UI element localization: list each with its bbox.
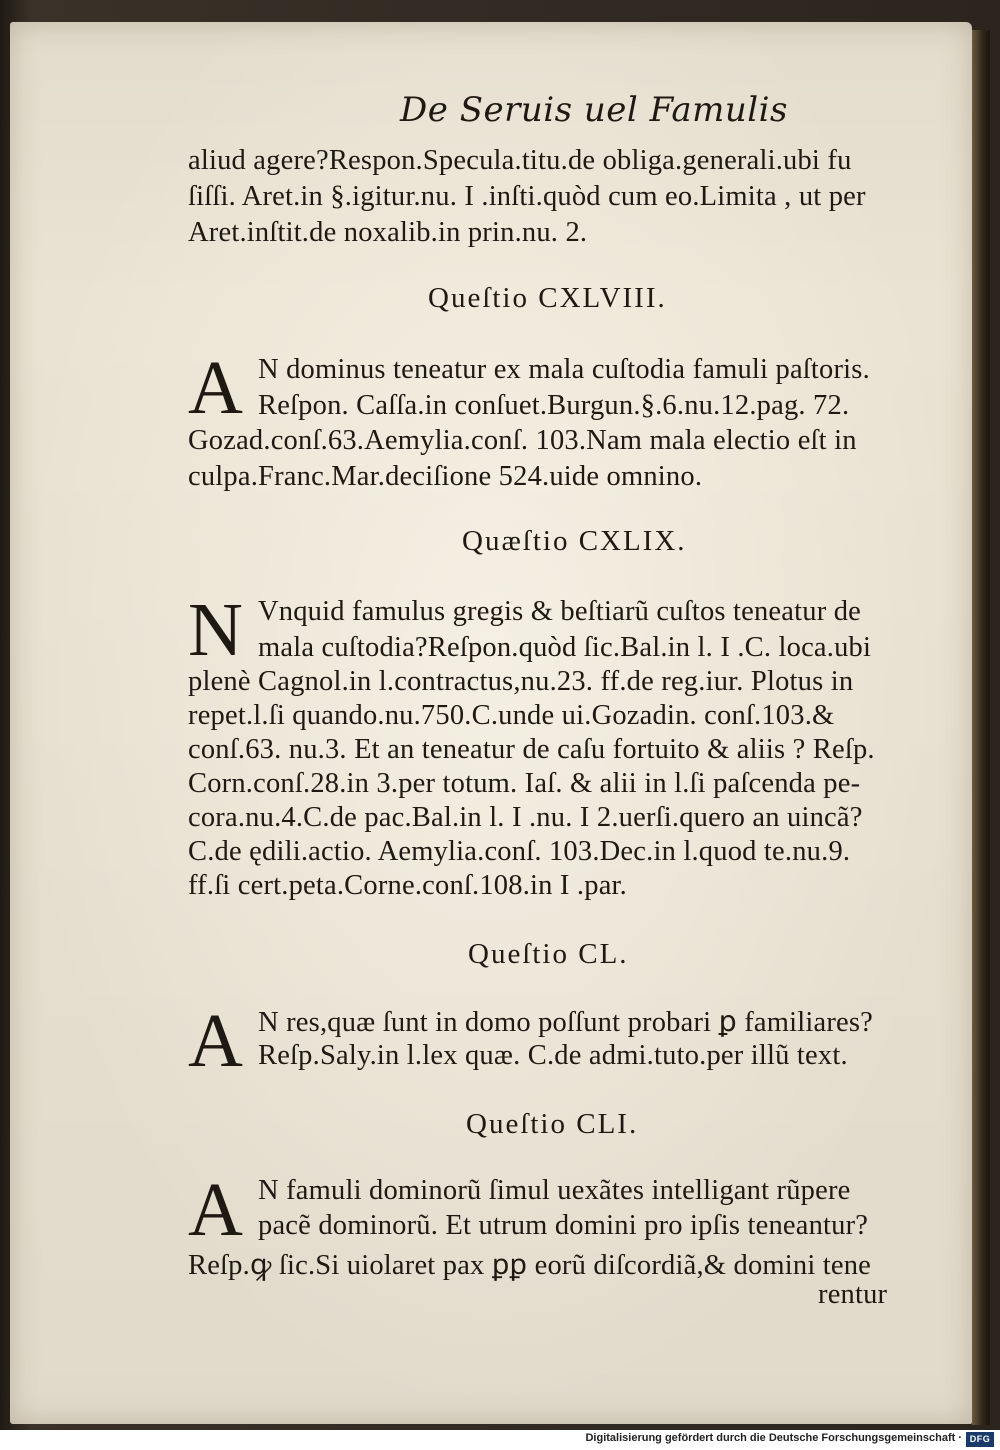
text-line: Vnquid famulus gregis & beſtiarũ cuſtos teneatur de xyxy=(258,596,862,627)
text-line: C.de ędili.actio. Aemylia.conſ. 103.Dec.in l.quod te.nu.9. xyxy=(188,836,851,867)
text-line: Reſpon. Caſſa.in conſuet.Burgun.§.6.nu.12.pag. 72. xyxy=(258,390,850,421)
book-edge xyxy=(972,30,990,1425)
text-line: Reſp.Saly.in l.lex quæ. C.de admi.tuto.per illũ text. xyxy=(258,1040,848,1071)
text-line: N dominus teneatur ex mala cuſtodia famuli paſtoris. xyxy=(258,354,870,385)
text-line: Reſp.ꝙ ſic.Si uiolaret pax ꝑꝑ eorũ diſcordiã,& domini tene xyxy=(188,1250,872,1281)
question-title: Queſtio CL. xyxy=(468,938,629,970)
text-line: plenè Cagnol.in l.contractus,nu.23. ff.de reg.iur. Plotus in xyxy=(188,666,854,697)
question-title: Queſtio CXLVIII. xyxy=(428,282,667,314)
running-head: De Seruis uel Famulis xyxy=(400,90,788,130)
text-line: N famuli dominorũ ſimul uexãtes intelligant rũpere xyxy=(258,1175,851,1206)
drop-cap: A xyxy=(188,1168,243,1252)
question-title: Quæſtio CXLIX. xyxy=(462,525,687,557)
text-line: ff.ſi cert.peta.Corne.conſ.108.in I .par. xyxy=(188,870,627,901)
text-line: repet.l.ſi quando.nu.750.C.unde ui.Gozadin. conſ.103.& xyxy=(188,700,835,731)
text-line: conſ.63. nu.3. Et an teneatur de caſu fortuito & aliis ? Reſp. xyxy=(188,734,875,765)
continuation-line: Aret.inſtit.de noxalib.in prin.nu. 2. xyxy=(188,217,588,248)
text-line: mala cuſtodia?Reſpon.quòd ſic.Bal.in l. I .C. loca.ubi xyxy=(258,632,872,663)
continuation-line: aliud agere?Respon.Specula.titu.de obliga.generali.ubi fu xyxy=(188,145,852,176)
text-line: Gozad.conſ.63.Aemylia.conſ. 103.Nam mala electio eſt in xyxy=(188,425,857,456)
text-line: culpa.Franc.Mar.deciſione 524.uide omnino. xyxy=(188,461,703,492)
text-line: pacẽ dominorũ. Et utrum domini pro ipſis teneantur? xyxy=(258,1210,869,1241)
drop-cap: A xyxy=(188,346,243,430)
text-line: cora.nu.4.C.de pac.Bal.in l. I .nu. I 2.uerſi.quero an uincã? xyxy=(188,802,863,833)
continuation-line: ſiſſi. Aret.in §.igitur.nu. I .inſti.quòd cum eo.Limita , ut per xyxy=(188,181,866,212)
text-line: N res,quæ ſunt in domo poſſunt probari ꝑ familiares? xyxy=(258,1007,874,1038)
text-line: Corn.conſ.28.in 3.per totum. Iaſ. & alii in l.ſi paſcenda pe- xyxy=(188,768,861,799)
funding-note: Digitalisierung gefördert durch die Deutsche Forschungsgemeinschaft · xyxy=(585,1432,962,1444)
dfg-logo-icon: DFG xyxy=(966,1432,994,1447)
catchword: rentur xyxy=(818,1279,888,1310)
drop-cap: N xyxy=(188,588,243,672)
drop-cap: A xyxy=(188,999,243,1083)
question-title: Queſtio CLI. xyxy=(466,1108,639,1140)
